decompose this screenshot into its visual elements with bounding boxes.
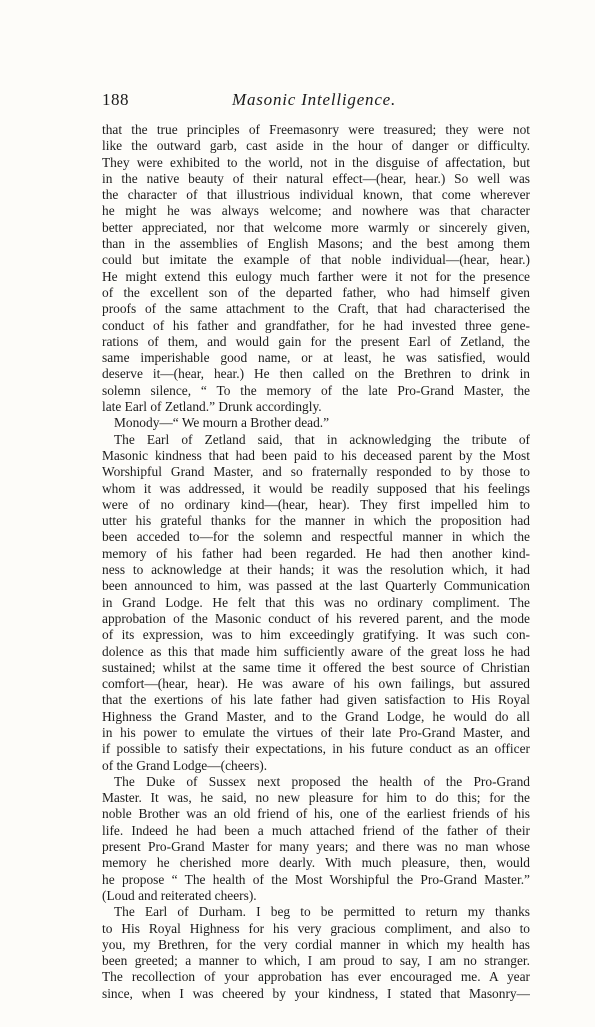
- text-line: of its expression, was to him exceedingly gratifying. It was such con-: [102, 627, 530, 643]
- text-line: memory he cherished more dearly. With much pleasure, then, would: [102, 855, 530, 871]
- text-line: The Earl of Zetland said, that in acknowledging the tribute of: [114, 431, 530, 447]
- text-line: Monody—“ We mourn a Brother dead.”: [114, 415, 330, 431]
- text-line: utter his grateful thanks for the manner in which the proposition had: [102, 513, 530, 529]
- text-line: solemn silence, “ To the memory of the late Pro-Grand Master, the: [102, 382, 530, 398]
- text-line: proofs of the same attachment to the Craft, that had characterised the: [102, 301, 530, 317]
- text-line: He might extend this eulogy much farther were it not for the presence: [102, 268, 530, 284]
- text-line: late Earl of Zetland.” Drunk accordingly.: [102, 399, 322, 415]
- text-line: to His Royal Highness for his very gracious compliment, and also to: [102, 920, 530, 936]
- text-line: were of no ordinary kind—(hear, hear). They first impelled him to: [102, 496, 530, 512]
- text-line: sustained; whilst at the same time it offered the best source of Christian: [102, 659, 530, 675]
- text-line: been greeted; a manner to which, I am proud to say, I am no stranger.: [102, 953, 530, 969]
- text-line: approbation of the Masonic conduct of his revered parent, and the mode: [102, 610, 530, 626]
- text-line: rations of them, and would gain for the present Earl of Zetland, the: [102, 333, 530, 349]
- text-line: the character of that illustrious individual known, that come wherever: [102, 187, 530, 203]
- page-number: 188: [102, 90, 129, 109]
- text-line: better appreciated, nor that welcome more warmly or sincerely given,: [102, 219, 530, 235]
- text-line: in Grand Lodge. He felt that this was no ordinary compliment. The: [102, 594, 530, 610]
- text-line: of the Grand Lodge—(cheers).: [102, 757, 268, 773]
- text-line: life. Indeed he had been a much attached friend of the father of their: [102, 822, 530, 838]
- text-line: whom it was addressed, it would be readily supposed that his feelings: [102, 480, 530, 496]
- text-line: (Loud and reiterated cheers).: [102, 887, 257, 903]
- text-line: since, when I was cheered by your kindness, I stated that Masonry—: [102, 985, 530, 1001]
- text-line: that the exertions of his late father had given satisfaction to His Royal: [102, 692, 530, 708]
- running-title: Masonic Intelligence.: [232, 90, 397, 109]
- text-line: of the excellent son of the departed father, who had himself given: [102, 284, 530, 300]
- text-line: The Duke of Sussex next proposed the health of the Pro-Grand: [114, 773, 530, 789]
- text-line: They were exhibited to the world, not in the disguise of affectation, but: [102, 154, 530, 170]
- text-line: The Earl of Durham. I beg to be permitted to return my thanks: [114, 904, 530, 920]
- text-line: he propose “ The health of the Most Worshipful the Pro-Grand Master.”: [102, 871, 530, 887]
- text-line: comfort—(hear, hear). He was aware of his own failings, but assured: [102, 676, 530, 692]
- text-line: The recollection of your approbation has ever encouraged me. A year: [102, 969, 530, 985]
- text-line: in the native beauty of their natural effect—(hear, hear.) So well was: [102, 170, 530, 186]
- text-line: been announced to him, was passed at the last Quarterly Communication: [102, 578, 530, 594]
- text-line: Highness the Grand Master, and to the Grand Lodge, he would do all: [102, 708, 530, 724]
- text-line: present Pro-Grand Master for many years; and there was no man whose: [102, 839, 530, 855]
- text-line: Master. It was, he said, no new pleasure for him to do this; for the: [102, 790, 530, 806]
- text-line: same imperishable good name, or at least, he was satisfied, would: [102, 350, 530, 366]
- text-line: noble Brother was an old friend of his, one of the earliest friends of his: [102, 806, 530, 822]
- body-text: [102, 122, 530, 1002]
- text-line: Masonic kindness that had been paid to his deceased parent by the Most: [102, 447, 530, 463]
- text-line: deserve it—(hear, hear.) He then called on the Brethren to drink in: [102, 366, 530, 382]
- text-line: in his power to emulate the virtues of their late Pro-Grand Master, and: [102, 724, 530, 740]
- text-line: you, my Brethren, for the very cordial manner in which my health has: [102, 936, 530, 952]
- text-line: if possible to satisfy their expectations, in his future conduct as an officer: [102, 741, 530, 757]
- text-line: ness to acknowledge at their hands; it was the resolution which, it had: [102, 562, 530, 578]
- text-line: like the outward garb, cast aside in the hour of danger or difficulty.: [102, 138, 530, 154]
- text-line: dolence as this that made him sufficiently aware of the great loss he had: [102, 643, 530, 659]
- text-line: could but imitate the example of that noble individual—(hear, hear.): [102, 252, 530, 268]
- text-line: than in the assemblies of English Masons; and the best among them: [102, 236, 530, 252]
- text-line: been acceded to—for the solemn and respectful manner in which the: [102, 529, 530, 545]
- text-line: that the true principles of Freemasonry were treasured; they were not: [102, 122, 530, 137]
- text-line: memory of his father had been regarded. He had then another kind-: [102, 545, 530, 561]
- text-line: conduct of his father and grandfather, for he had invested three gene-: [102, 317, 530, 333]
- page-header: [102, 90, 530, 112]
- text-line: he might he was always welcome; and nowhere was that character: [102, 203, 530, 219]
- text-line: Worshipful Grand Master, and so fraternally responded to by those to: [102, 464, 530, 480]
